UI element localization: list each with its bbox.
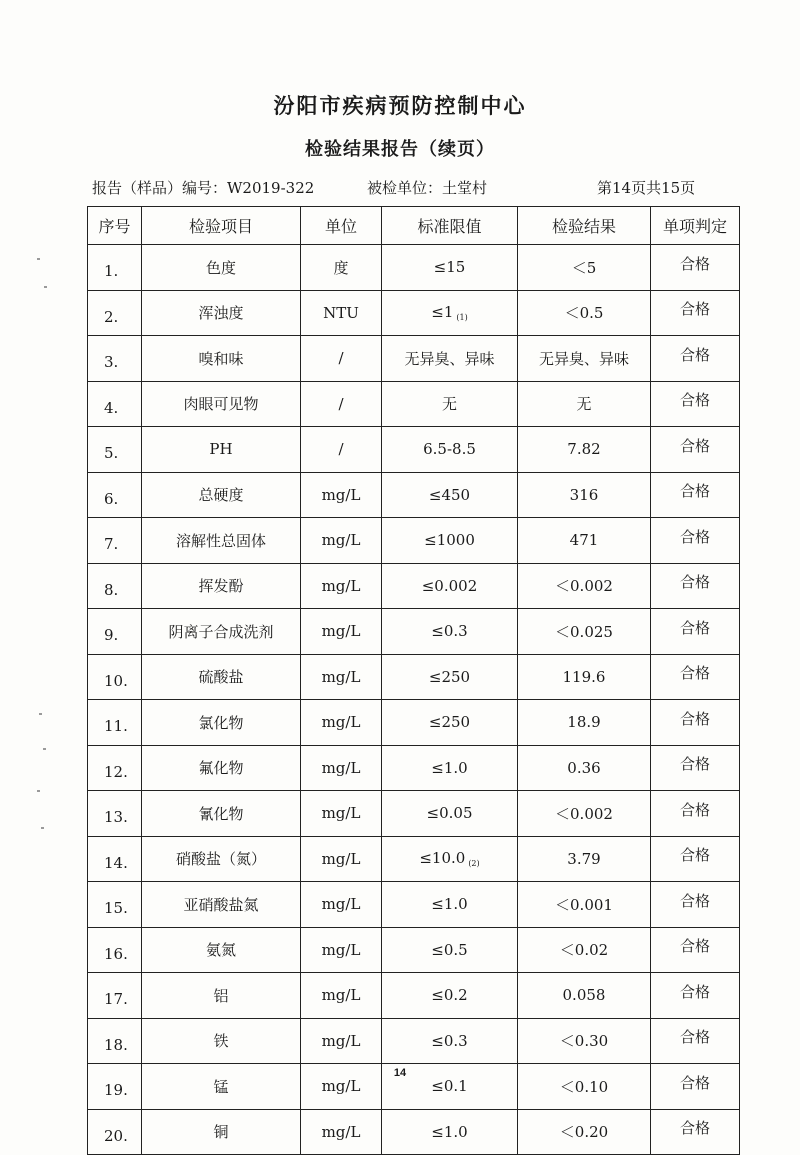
verdict: 合格 — [651, 381, 740, 427]
table-row — [88, 290, 740, 336]
scan-speck — [39, 713, 42, 715]
standard-limit — [382, 563, 518, 609]
table-row — [88, 609, 740, 655]
page-title: 汾阳市疾病预防控制中心 — [273, 93, 527, 118]
page-info: 第14页共15页 — [597, 179, 696, 197]
verdict: 合格 — [651, 836, 740, 882]
limit-value: ≤0.002 — [421, 576, 478, 595]
unit-cell: mg/L — [301, 973, 382, 1019]
limit-value: ≤1 — [431, 303, 454, 322]
table-row — [88, 427, 740, 473]
limit-value: ≤0.5 — [431, 940, 468, 959]
verdict: 合格 — [651, 1109, 740, 1155]
limit-value: 无异臭、异味 — [404, 349, 495, 368]
standard-limit — [382, 654, 518, 700]
row-number: 17. — [88, 973, 142, 1019]
row-number: 3. — [88, 336, 142, 382]
row-number: 19. — [88, 1064, 142, 1110]
test-item: 锰 — [142, 1064, 301, 1110]
limit-value: ≤0.1 — [431, 1077, 468, 1096]
verdict: 合格 — [651, 927, 740, 973]
test-result: 0.058 — [518, 973, 651, 1019]
row-number: 6. — [88, 472, 142, 518]
unit-cell: mg/L — [301, 654, 382, 700]
test-item: 溶解性总固体 — [142, 518, 301, 564]
table-row — [88, 973, 740, 1019]
verdict: 合格 — [651, 472, 740, 518]
test-item: 肉眼可见物 — [142, 381, 301, 427]
table-row — [88, 791, 740, 837]
test-item: 硫酸盐 — [142, 654, 301, 700]
unit-cell: 度 — [301, 245, 382, 291]
test-result: 0.36 — [518, 745, 651, 791]
limit-footnote: (1) — [456, 313, 468, 323]
test-result: 7.82 — [518, 427, 651, 473]
verdict: 合格 — [651, 791, 740, 837]
table-row — [88, 245, 740, 291]
verdict: 合格 — [651, 1064, 740, 1110]
page-number: 14 — [393, 1067, 407, 1079]
unit-cell: / — [301, 381, 382, 427]
scan-speck — [37, 790, 40, 792]
unit-cell: mg/L — [301, 563, 382, 609]
verdict: 合格 — [651, 745, 740, 791]
table-row — [88, 882, 740, 928]
test-item: 氨氮 — [142, 927, 301, 973]
table-row — [88, 336, 740, 382]
limit-value: 6.5-8.5 — [423, 440, 476, 459]
row-number: 18. — [88, 1018, 142, 1064]
row-number: 20. — [88, 1109, 142, 1155]
test-result: 471 — [518, 518, 651, 564]
limit-value: ≤10.0 — [419, 849, 466, 868]
limit-value: ≤1.0 — [431, 895, 468, 914]
verdict: 合格 — [651, 654, 740, 700]
scan-speck — [41, 827, 44, 829]
report-title: 检验结果报告（续页） — [305, 139, 495, 160]
test-result: ＜0.002 — [518, 791, 651, 837]
limit-value: ≤450 — [428, 485, 471, 504]
test-result: 无异臭、异味 — [518, 336, 651, 382]
row-number: 14. — [88, 836, 142, 882]
unit-cell: mg/L — [301, 1064, 382, 1110]
table-row — [88, 745, 740, 791]
verdict: 合格 — [651, 563, 740, 609]
scan-speck — [43, 748, 46, 750]
column-header-no: 序号 — [88, 207, 142, 245]
limit-value: ≤1.0 — [431, 1122, 468, 1141]
test-item: PH — [142, 427, 301, 473]
scan-speck — [44, 286, 47, 288]
column-header-result: 检验结果 — [518, 207, 651, 245]
column-header-verdict: 单项判定 — [651, 207, 740, 245]
table-row — [88, 1109, 740, 1155]
unit-cell: mg/L — [301, 927, 382, 973]
verdict: 合格 — [651, 427, 740, 473]
test-result: 316 — [518, 472, 651, 518]
verdict: 合格 — [651, 882, 740, 928]
column-header-unit: 单位 — [301, 207, 382, 245]
unit-cell: NTU — [301, 290, 382, 336]
limit-value: ≤250 — [428, 667, 471, 686]
test-result: ＜0.025 — [518, 609, 651, 655]
limit-value: ≤0.3 — [431, 622, 468, 641]
limit-footnote: (2) — [468, 859, 480, 869]
table-row — [88, 836, 740, 882]
standard-limit — [382, 882, 518, 928]
table-row — [88, 654, 740, 700]
standard-limit — [382, 518, 518, 564]
test-item: 挥发酚 — [142, 563, 301, 609]
test-item: 氟化物 — [142, 745, 301, 791]
inspected-unit: 被检单位：土堂村 — [367, 179, 488, 197]
unit-cell: mg/L — [301, 745, 382, 791]
table-row — [88, 563, 740, 609]
row-number: 10. — [88, 654, 142, 700]
test-result: ＜0.02 — [518, 927, 651, 973]
test-result: 3.79 — [518, 836, 651, 882]
standard-limit — [382, 427, 518, 473]
row-number: 1. — [88, 245, 142, 291]
unit-cell: mg/L — [301, 836, 382, 882]
standard-limit — [382, 927, 518, 973]
row-number: 4. — [88, 381, 142, 427]
row-number: 16. — [88, 927, 142, 973]
report-number: 报告（样品）编号：W2019-322 — [92, 179, 315, 197]
test-item: 浑浊度 — [142, 290, 301, 336]
unit-cell: mg/L — [301, 1109, 382, 1155]
unit-cell: mg/L — [301, 882, 382, 928]
row-number: 5. — [88, 427, 142, 473]
standard-limit — [382, 245, 518, 291]
standard-limit — [382, 973, 518, 1019]
standard-limit — [382, 791, 518, 837]
verdict: 合格 — [651, 290, 740, 336]
unit-cell: / — [301, 427, 382, 473]
row-number: 11. — [88, 700, 142, 746]
table-row — [88, 472, 740, 518]
table-header-row — [88, 207, 740, 245]
test-item: 色度 — [142, 245, 301, 291]
table-row — [88, 700, 740, 746]
limit-value: ≤15 — [433, 258, 466, 277]
results-table — [87, 206, 740, 1155]
unit-cell: mg/L — [301, 472, 382, 518]
test-item: 嗅和味 — [142, 336, 301, 382]
unit-cell: mg/L — [301, 700, 382, 746]
column-header-limit: 标准限值 — [382, 207, 518, 245]
test-result: ＜5 — [518, 245, 651, 291]
row-number: 2. — [88, 290, 142, 336]
table-row — [88, 1018, 740, 1064]
unit-cell: / — [301, 336, 382, 382]
standard-limit — [382, 836, 518, 882]
row-number: 15. — [88, 882, 142, 928]
limit-value: ≤0.05 — [426, 804, 473, 823]
test-result: ＜0.10 — [518, 1064, 651, 1110]
test-item: 铜 — [142, 1109, 301, 1155]
column-header-item: 检验项目 — [142, 207, 301, 245]
test-item: 亚硝酸盐氮 — [142, 882, 301, 928]
scan-speck — [37, 258, 40, 260]
row-number: 12. — [88, 745, 142, 791]
verdict: 合格 — [651, 973, 740, 1019]
test-item: 阴离子合成洗剂 — [142, 609, 301, 655]
standard-limit — [382, 472, 518, 518]
verdict: 合格 — [651, 245, 740, 291]
standard-limit — [382, 1109, 518, 1155]
table-row — [88, 381, 740, 427]
row-number: 7. — [88, 518, 142, 564]
standard-limit — [382, 700, 518, 746]
test-result: 18.9 — [518, 700, 651, 746]
limit-value: ≤0.2 — [431, 986, 468, 1005]
unit-cell: mg/L — [301, 1018, 382, 1064]
verdict: 合格 — [651, 609, 740, 655]
row-number: 13. — [88, 791, 142, 837]
table-row — [88, 927, 740, 973]
verdict: 合格 — [651, 700, 740, 746]
test-item: 铁 — [142, 1018, 301, 1064]
test-result: ＜0.20 — [518, 1109, 651, 1155]
limit-value: ≤250 — [428, 713, 471, 732]
standard-limit — [382, 1018, 518, 1064]
test-item: 氯化物 — [142, 700, 301, 746]
limit-value: ≤1.0 — [431, 758, 468, 777]
test-result: ＜0.5 — [518, 290, 651, 336]
verdict: 合格 — [651, 1018, 740, 1064]
verdict: 合格 — [651, 518, 740, 564]
limit-value: ≤1000 — [424, 531, 475, 550]
row-number: 9. — [88, 609, 142, 655]
test-result: ＜0.30 — [518, 1018, 651, 1064]
unit-cell: mg/L — [301, 791, 382, 837]
test-item: 铝 — [142, 973, 301, 1019]
standard-limit — [382, 381, 518, 427]
test-result: ＜0.001 — [518, 882, 651, 928]
limit-value: ≤0.3 — [431, 1031, 468, 1050]
test-item: 总硬度 — [142, 472, 301, 518]
test-result: 无 — [518, 381, 651, 427]
table-row — [88, 518, 740, 564]
test-result: ＜0.002 — [518, 563, 651, 609]
verdict: 合格 — [651, 336, 740, 382]
standard-limit — [382, 290, 518, 336]
test-item: 硝酸盐（氮） — [142, 836, 301, 882]
standard-limit — [382, 336, 518, 382]
row-number: 8. — [88, 563, 142, 609]
test-item: 氰化物 — [142, 791, 301, 837]
limit-value: 无 — [441, 395, 457, 414]
unit-cell: mg/L — [301, 609, 382, 655]
unit-cell: mg/L — [301, 518, 382, 564]
standard-limit — [382, 609, 518, 655]
test-result: 119.6 — [518, 654, 651, 700]
standard-limit — [382, 745, 518, 791]
